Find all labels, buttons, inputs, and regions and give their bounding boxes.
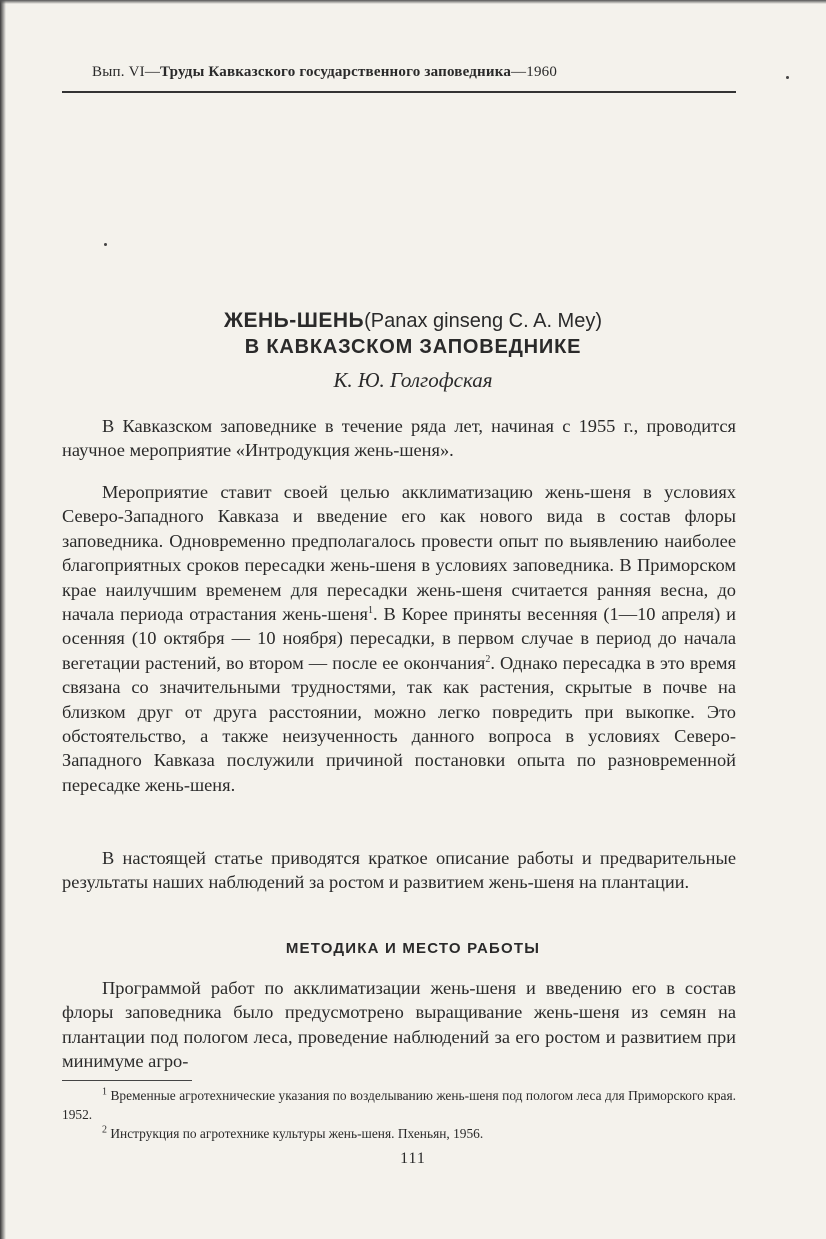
paragraph-goal-part-c: . Однако пересадка в это время связана со значительными трудностями, так как растения, скрытые в почве на близком друг от друга расстоянии, можно легко повредить при выкопке. Это обстоятельство, а также неизученность данного вопроса в условиях Северо-Западного Кавказа послужили причиной постановки опыта по разновременной пересадке жень-шеня. bbox=[62, 652, 737, 795]
article-title-line2: В КАВКАЗСКОМ ЗАПОВЕДНИКЕ bbox=[244, 336, 582, 358]
footnote-1-mark: 1 bbox=[102, 1086, 107, 1098]
title-latin-name: (Panax ginseng C. A. Mey) bbox=[364, 310, 602, 332]
header-issue: Вып. VI— bbox=[92, 64, 161, 80]
title-ru-name: ЖЕНЬ-ШЕНЬ bbox=[224, 309, 365, 332]
footnote-1-text: Временные агротехнические указания по возделыванию жень-шеня под пологом леса для Приморского края. 1952. bbox=[62, 1088, 736, 1122]
header-rule bbox=[62, 91, 736, 93]
scan-speck bbox=[786, 76, 789, 79]
footnote-1 bbox=[62, 1086, 736, 1124]
footnote-ref-2: 2 bbox=[485, 653, 491, 665]
footnote-rule bbox=[62, 1080, 192, 1081]
running-header bbox=[92, 64, 732, 81]
paragraph-summary: В настоящей статье приводятся краткое описание работы и предварительные результаты наших наблюдений за ростом и развитием жень-шеня на плантации. bbox=[62, 848, 736, 893]
scan-speck bbox=[104, 243, 107, 246]
footnotes bbox=[62, 1086, 736, 1143]
paragraph-methods: Программой работ по акклиматизации жень-шеня и введению его в состав флоры заповедника было предусмотрено выращивание жень-шеня из семян на плантации под пологом леса, проведение наблюдений за его ростом и развитием при минимуме агро- bbox=[62, 978, 736, 1072]
scan-edge-left bbox=[0, 0, 6, 1239]
header-journal: Труды Кавказского государственного заповедника bbox=[160, 64, 512, 80]
paragraph-goal bbox=[62, 480, 736, 797]
paragraph-goal-part-a: Мероприятие ставит своей целью акклиматизацию жень-шеня в условиях Северо-Западного Кавказа и введение его как нового вида в состав флоры заповедника. Одновременно предполагалось провести опыт по выявлению наиболее благоприятных сроков пересадки жень-шеня в условиях заповедника. В Приморском крае наилучшим временем для пересадки жень-шеня считается ранняя весна, до начала периода отрастания жень-шеня bbox=[62, 482, 736, 625]
footnote-2-mark: 2 bbox=[102, 1124, 107, 1136]
article-title bbox=[60, 306, 766, 336]
footnote-2 bbox=[62, 1124, 736, 1143]
paragraph-intro: В Кавказском заповеднике в течение ряда лет, начиная с 1955 г., проводится научное мероприятие «Интродукция жень-шеня». bbox=[62, 416, 736, 461]
paragraph-goal-part-b: . В Корее приняты весенняя (1—10 апреля) и осенняя (10 октября — 10 ноября) пересадки, в первом случае в период до начала вегетации растений, во втором — после ее окончания bbox=[62, 604, 737, 673]
footnote-2-text: Инструкция по агротехнике культуры жень-шеня. Пхеньян, 1956. bbox=[110, 1126, 484, 1141]
section-heading: МЕТОДИКА И МЕСТО РАБОТЫ bbox=[285, 940, 541, 957]
footnote-ref-1: 1 bbox=[368, 604, 374, 616]
scan-edge-top bbox=[0, 0, 826, 4]
article-author: К. Ю. Голгофская bbox=[333, 368, 493, 392]
header-year: —1960 bbox=[511, 64, 558, 80]
page-number: 111 bbox=[400, 1150, 426, 1167]
